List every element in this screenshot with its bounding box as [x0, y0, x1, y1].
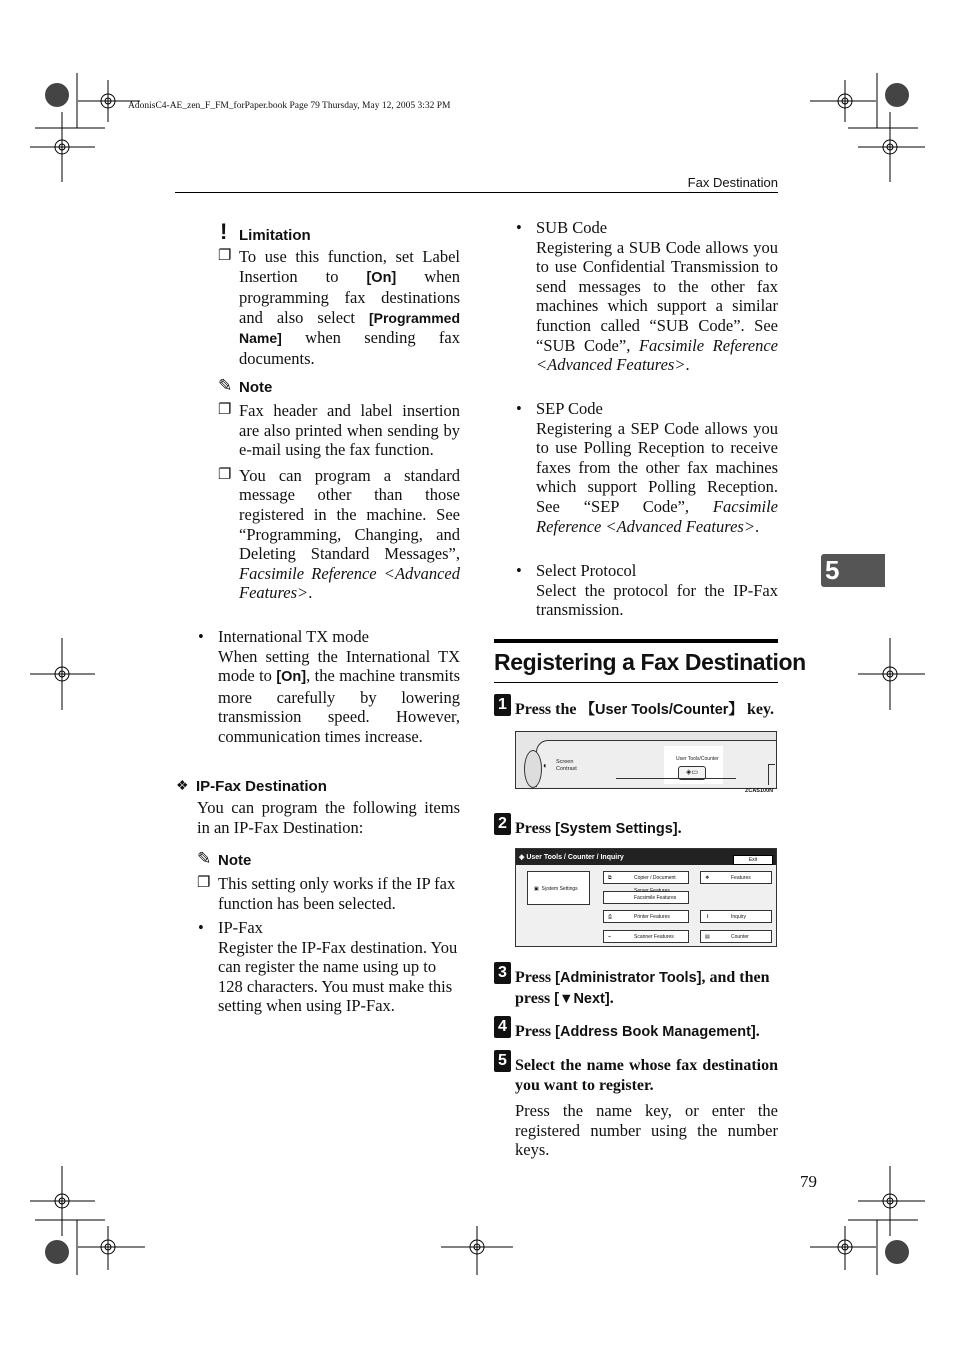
- subcode-item: • SUB Code Registering a SUB Code allows you to use Confidential Transmission to send messages to the other fax machines which support a similar function called “SUB Code”. See “SUB Code”, Facsimile Reference <Advanced Features>.: [516, 218, 779, 375]
- bullet: •: [198, 627, 204, 646]
- printer-icon: ⎙: [608, 914, 613, 920]
- running-head: Fax Destination: [687, 175, 778, 190]
- screen-title: ◈ User Tools / Counter / Inquiry: [519, 854, 624, 861]
- intl-tx-item: • International TX mode When setting the International TX mode to [On], the machine transmits more carefully by lowering transmission speed. However, communication times increase.: [198, 627, 460, 746]
- note1-item2: ❐ You can program a standard message other than those registered in the machine. See “Programming, Changing, and Deleting Standard Messages”, Facsimile Reference <Advanced Features>.: [218, 465, 460, 603]
- checkbox-icon: ❐: [218, 248, 232, 264]
- step-5-text: Select the name whose fax destination you want to register.: [515, 1057, 778, 1094]
- scanner-icon: ⌁: [608, 934, 612, 940]
- pencil-icon: ✎: [197, 849, 212, 868]
- user-tools-screen-figure: [515, 848, 777, 947]
- note1-heading: Note: [239, 379, 273, 396]
- contrast-icon: ◐: [543, 761, 548, 770]
- copier-features-button[interactable]: ⧉ Copier / Document: [603, 871, 689, 884]
- figure-code: ZCAS100N: [745, 788, 774, 794]
- section-title: Registering a Fax Destination: [494, 649, 806, 675]
- counter-icon: ▤: [705, 934, 710, 940]
- counter-button[interactable]: ▤ Counter: [700, 930, 772, 943]
- limitation-block: [218, 219, 460, 369]
- section-rule-bottom: [494, 682, 778, 683]
- note1-block: [218, 376, 460, 603]
- step-1-text: Press the 【User Tools/Counter】 key.: [515, 701, 775, 718]
- step-4-text: Press [Address Book Management].: [515, 1023, 760, 1040]
- note2-item: ❐ This setting only works if the IP fax function has been selected.: [197, 874, 456, 913]
- step-3-text: Press [Administrator Tools], and then press [▼Next].: [515, 969, 770, 1007]
- screen-contrast-label: Screen Contrast: [556, 759, 577, 772]
- note2-heading: Note: [218, 852, 252, 869]
- limitation-heading: Limitation: [239, 227, 311, 244]
- inquiry-button[interactable]: i Inquiry: [700, 910, 772, 923]
- step-2-number: 2: [494, 813, 511, 835]
- user-tools-counter-key[interactable]: ◈▭: [678, 766, 706, 780]
- step-3-number: 3: [494, 962, 511, 984]
- extended-features-button[interactable]: ❖ Features: [700, 871, 772, 884]
- chapter-tab: 5: [821, 554, 885, 587]
- ipfax-intro: You can program the following items in an IP-Fax Destination:: [197, 798, 460, 837]
- info-icon: i: [707, 914, 709, 920]
- system-settings-button[interactable]: ▣ System Settings: [527, 871, 590, 905]
- limitation-item: ❐ To use this function, set Label Insertion to [On] when programming fax destinations and also select [Programmed Name] when sending fax documents.: [218, 247, 460, 368]
- step-4-number: 4: [494, 1016, 511, 1038]
- protocol-item: • Select Protocol Select the protocol for the IP-Fax transmission.: [516, 561, 778, 620]
- note1-item1: ❐ Fax header and label insertion are also printed when sending by e-mail using the fax function.: [218, 401, 460, 460]
- ipfax-item: • IP-Fax Register the IP-Fax destination. You can register the name using up to 128 characters. You must make this setting when using IP-Fax.: [198, 918, 458, 1016]
- sepcode-item: • SEP Code Registering a SEP Code allows you to use Polling Reception to receive faxes from the other fax machines which support Polling Reception. See “SEP Code”, Facsimile Reference <Advanced Features>.: [516, 399, 778, 536]
- header-rule: [175, 192, 778, 193]
- note2-block: [197, 849, 460, 913]
- step-2-text: Press [System Settings].: [515, 820, 682, 837]
- printer-features-button[interactable]: ⎙ Printer Features: [603, 910, 689, 923]
- pencil-icon: ✎: [218, 376, 233, 395]
- scanner-features-button[interactable]: ⌁ Scanner Features: [603, 930, 689, 943]
- checkbox-icon: ❐: [197, 875, 211, 891]
- checkbox-icon: ❐: [218, 402, 232, 418]
- bullet: •: [516, 561, 522, 580]
- bullet: •: [198, 918, 204, 937]
- checkbox-icon: ❐: [218, 466, 232, 483]
- copier-icon: ⧉: [608, 875, 612, 881]
- features-icon: ❖: [705, 875, 710, 881]
- bullet: •: [516, 218, 522, 237]
- ipfax-section: [176, 777, 460, 837]
- user-tools-key-area: User Tools/Counter ◈▭: [664, 746, 723, 784]
- ipfax-heading: IP-Fax Destination: [196, 778, 327, 795]
- limitation-icon: !: [220, 219, 228, 244]
- step-5-number: 5: [494, 1050, 511, 1072]
- diamond-icon: ❖: [176, 779, 189, 794]
- control-panel-figure: [515, 731, 777, 789]
- section-rule-top: [494, 639, 778, 643]
- exit-button[interactable]: Exit: [733, 855, 773, 865]
- facsimile-features-button[interactable]: Facsimile Features: [603, 891, 689, 904]
- step-1-number: 1: [494, 694, 511, 716]
- step-5-detail: Press the name key, or enter the registered number using the number keys.: [515, 1101, 778, 1160]
- page-number: 79: [800, 1172, 817, 1191]
- bullet: •: [516, 399, 522, 418]
- book-info: AdonisC4-AE_zen_F_FM_forPaper.book Page 79 Thursday, May 12, 2005 3:32 PM: [128, 101, 451, 111]
